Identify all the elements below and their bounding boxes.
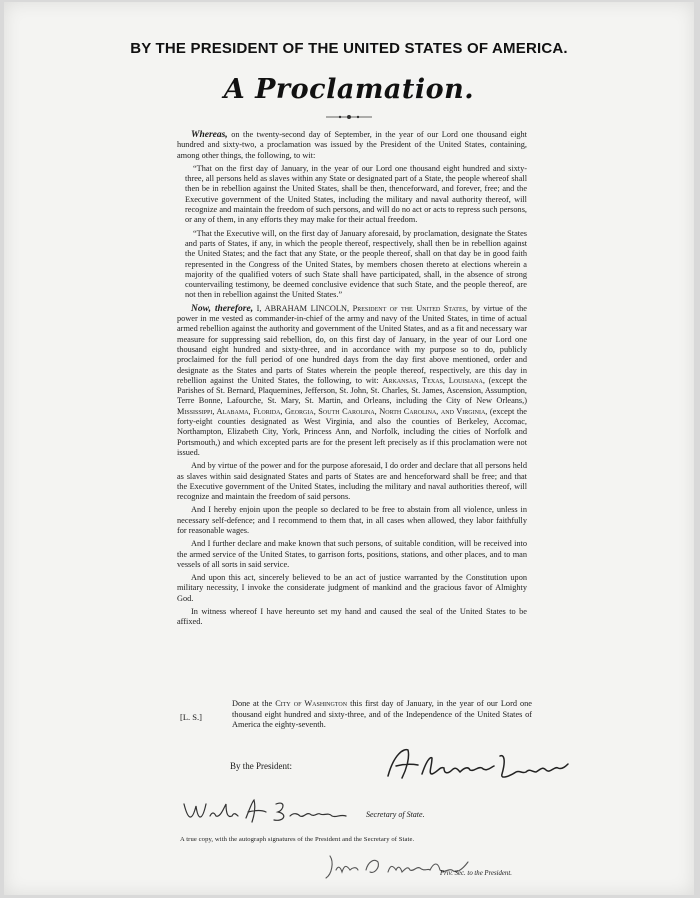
- paragraph: In witness whereof I have hereunto set my hand and caused the seal of the United States to be affixed.: [177, 607, 527, 627]
- page-title: A Proclamation.: [223, 74, 475, 105]
- done-text: Done at the: [232, 699, 276, 708]
- paragraph-text: , (except the forty-eight counties designated as West Virginia, and also the counties of Berkeley, Accomac, Northampton, Elizabeth City, York, Princess Ann, and Norfolk, including the cities of Norfolk and Portsmouth,) and which excepted parts are for the present left precisely as if this proclamation were not issued.: [177, 406, 527, 457]
- states-list: Arkansas, Texas, Louisiana: [382, 375, 483, 385]
- paragraph-text: , by virtue of the power in me vested as commander-in-chief of the army and navy of the United States, in time of actual armed rebellion against the authority and government of the United States, and as a fit and necessary war measure for suppressing said rebellion, do, on this first day of January, in the year of our Lord one thousand eight hundred and sixty-three, and in accordance with my purpose so to do, publicly proclaimed for the full period of one hundred days from the day first above mentioned, order and designate as the States and parts of States wherein the people thereof, respectively, are this day in rebellion against the United States, the following, to wit:: [177, 303, 527, 385]
- lincoln-signature: [382, 744, 572, 786]
- quoted-paragraph: “That the Executive will, on the first day of January aforesaid, by proclamation, designate the States and parts of States, if any, in which the people thereof, respectively, shall then be in rebellion against the United States; and the fact that any State, or the people thereof, shall on that day be in good faith represented in the Congress of the United States, by members chosen thereto at elections wherein a majority of the qualified voters of such State shall have participated, shall, in the absence of strong countervailing testimony, be deemed conclusive evidence that such State, and the people thereof, are not then in rebellion against the United States.”: [185, 228, 527, 300]
- paragraph-now-therefore: [177, 304, 527, 458]
- private-secretary-label: Priv. Sec. to the President.: [440, 870, 512, 877]
- done-city: City of Washington: [275, 699, 348, 708]
- states-list: Mississippi, Alabama, Florida, Georgia, South Carolina, North Carolina, and Virginia: [177, 406, 486, 416]
- paragraph-text: I, ABRAHAM LINCOLN,: [253, 303, 353, 313]
- heading: BY THE PRESIDENT OF THE UNITED STATES OF AMERICA.: [130, 40, 568, 57]
- lead-word: Whereas,: [191, 130, 228, 140]
- paragraph-text: , (except the Parishes of St. Bernard, Plaquemines, Jefferson, St. John, St. Charles, St. James, Ascension, Assumption, Terre Bonne, Lafourche, St. Mary, St. Martin, and Orleans, including the City of New Orleans,): [177, 375, 527, 406]
- true-copy-note: A true copy, with the autograph signatures of the President and the Secretary of State.: [180, 836, 415, 843]
- paragraph: And upon this act, sincerely believed to be an act of justice warranted by the Constitution upon military necessity, I invoke the considerate judgment of mankind and the gracious favor of Almighty God.: [177, 573, 527, 603]
- paragraph-text: on the twenty-second day of September, in the year of our Lord one thousand eight hundred and sixty-two, a proclamation was issued by the President of the United States, containing, among other things, the following, to wit:: [177, 130, 527, 160]
- seal-mark: [L. S.]: [180, 712, 202, 722]
- secretary-of-state-label: Secretary of State.: [366, 810, 425, 819]
- paragraph-whereas: [177, 130, 527, 161]
- by-the-president-label: By the President:: [230, 761, 292, 771]
- paragraph: And by virtue of the power and for the purpose aforesaid, I do order and declare that all persons held as slaves within said designated States and parts of States are and henceforward shall be free; and that the Executive government of the United States, including the military and naval authorities thereof, will recognize and maintain the freedom of said persons.: [177, 461, 527, 502]
- proclamation-page: [4, 2, 694, 895]
- lead-word: Now, therefore,: [191, 303, 254, 314]
- done-text: this first day of January, in the year of our Lord one thousand eight hundred and sixty-three, and of the Independence of the United States of America the eighty-seventh.: [232, 699, 532, 729]
- quoted-paragraph: “That on the first day of January, in the year of our Lord one thousand eight hundred and sixty-three, all persons held as slaves within any State or designated part of a State, the people whereof shall then be in rebellion against the United States, shall be then, thenceforward, and forever, free; and the Executive government of the United States, including the military and naval authority thereof, will recognize and maintain the freedom of such persons, and will do no act or acts to repress such persons, or any of them, in any efforts they may make for their actual freedom.: [185, 163, 527, 225]
- seward-signature: [180, 794, 355, 828]
- ornament-divider: [326, 114, 372, 120]
- paragraph: And I further declare and make known that such persons, of suitable condition, will be received into the armed service of the United States, to garrison forts, positions, stations, and other places, and to man vessels of all sorts in said service.: [177, 539, 527, 569]
- paragraph-text: President of the United States: [352, 303, 466, 313]
- done-at-paragraph: [232, 699, 532, 731]
- paragraph: And I hereby enjoin upon the people so declared to be free to abstain from all violence, unless in necessary self-defence; and I recommend to them that, in all cases when allowed, they labor faithfully for reasonable wages.: [177, 505, 527, 535]
- proclamation-body: [177, 130, 527, 631]
